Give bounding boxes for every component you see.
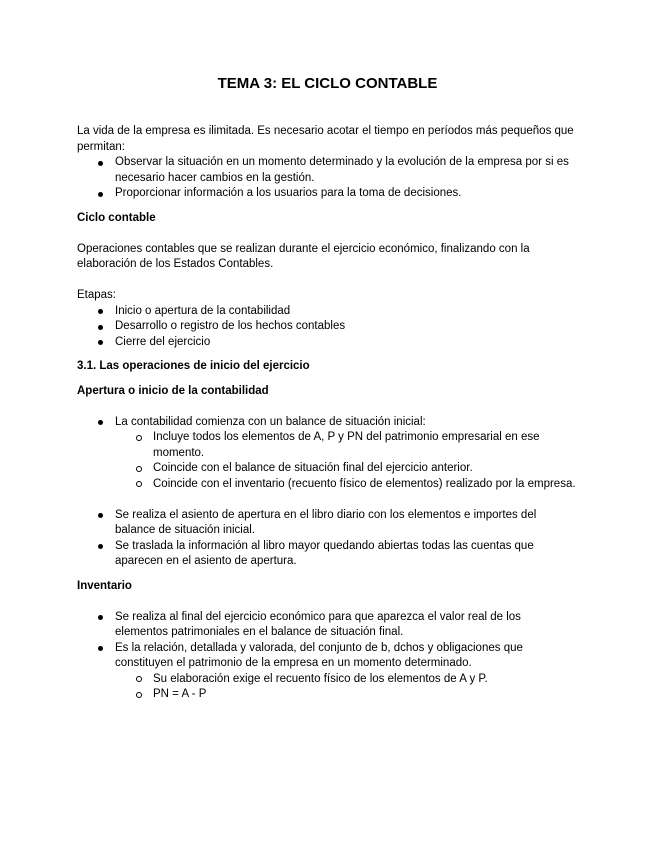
- inventario-list: [77, 610, 577, 703]
- heading-apertura: Apertura o inicio de la contabilidad: [77, 384, 269, 397]
- list-item-text: La contabilidad comienza con un balance de situación inicial:: [115, 415, 426, 428]
- sub-list-item: Coincide con el balance de situación final del ejercicio anterior.: [115, 461, 577, 477]
- apertura-list: [77, 415, 577, 493]
- inventario-sublist: [115, 672, 577, 703]
- etapas-list: [77, 304, 577, 351]
- intro-paragraph: La vida de la empresa es ilimitada. Es necesario acotar el tiempo en períodos más pequeños que permitan:: [77, 125, 574, 153]
- list-item: Se traslada la información al libro mayor quedando abiertas todas las cuentas que aparecen en el asiento de apertura.: [77, 539, 577, 570]
- apertura-sublist: [115, 430, 577, 492]
- etapas-label: Etapas:: [77, 289, 116, 301]
- list-item: [77, 641, 577, 703]
- ciclo-paragraph: Operaciones contables que se realizan durante el ejercicio económico, finalizando con la elaboración de los Estados Contables.: [77, 242, 530, 270]
- list-item: Se realiza al final del ejercicio económico para que aparezca el valor real de los elementos patrimoniales en el balance de situación final.: [77, 610, 577, 641]
- list-item-text: Es la relación, detallada y valorada, del conjunto de b, dchos y obligaciones que constituyen el patrimonio de la empresa en un momento determinado.: [115, 641, 523, 669]
- document-title: TEMA 3: EL CICLO CONTABLE: [217, 75, 438, 92]
- heading-section-3-1: 3.1. Las operaciones de inicio del ejercicio: [77, 360, 310, 372]
- sub-list-item: PN = A - P: [115, 687, 577, 703]
- sub-list-item: Incluye todos los elementos de A, P y PN del patrimonio empresarial en ese momento.: [115, 430, 577, 461]
- list-item: Cierre del ejercicio: [77, 335, 577, 351]
- apertura-list-2: [77, 508, 577, 570]
- list-item: Se realiza el asiento de apertura en el libro diario con los elementos e importes del balance de situación inicial.: [77, 508, 577, 539]
- list-item: Proporcionar información a los usuarios para la toma de decisiones.: [77, 186, 577, 202]
- heading-inventario: Inventario: [77, 579, 132, 592]
- list-item: Inicio o apertura de la contabilidad: [77, 304, 577, 320]
- list-item: Desarrollo o registro de los hechos contables: [77, 319, 577, 335]
- sub-list-item: Su elaboración exige el recuento físico de los elementos de A y P.: [115, 672, 577, 688]
- list-item: [77, 415, 577, 493]
- intro-list: [77, 155, 577, 202]
- document-body: [77, 124, 577, 703]
- sub-list-item: Coincide con el inventario (recuento físico de elementos) realizado por la empresa.: [115, 477, 577, 493]
- heading-ciclo-contable: Ciclo contable: [77, 211, 156, 224]
- list-item: Observar la situación en un momento determinado y la evolución de la empresa por si es necesario hacer cambios en la gestión.: [77, 155, 577, 186]
